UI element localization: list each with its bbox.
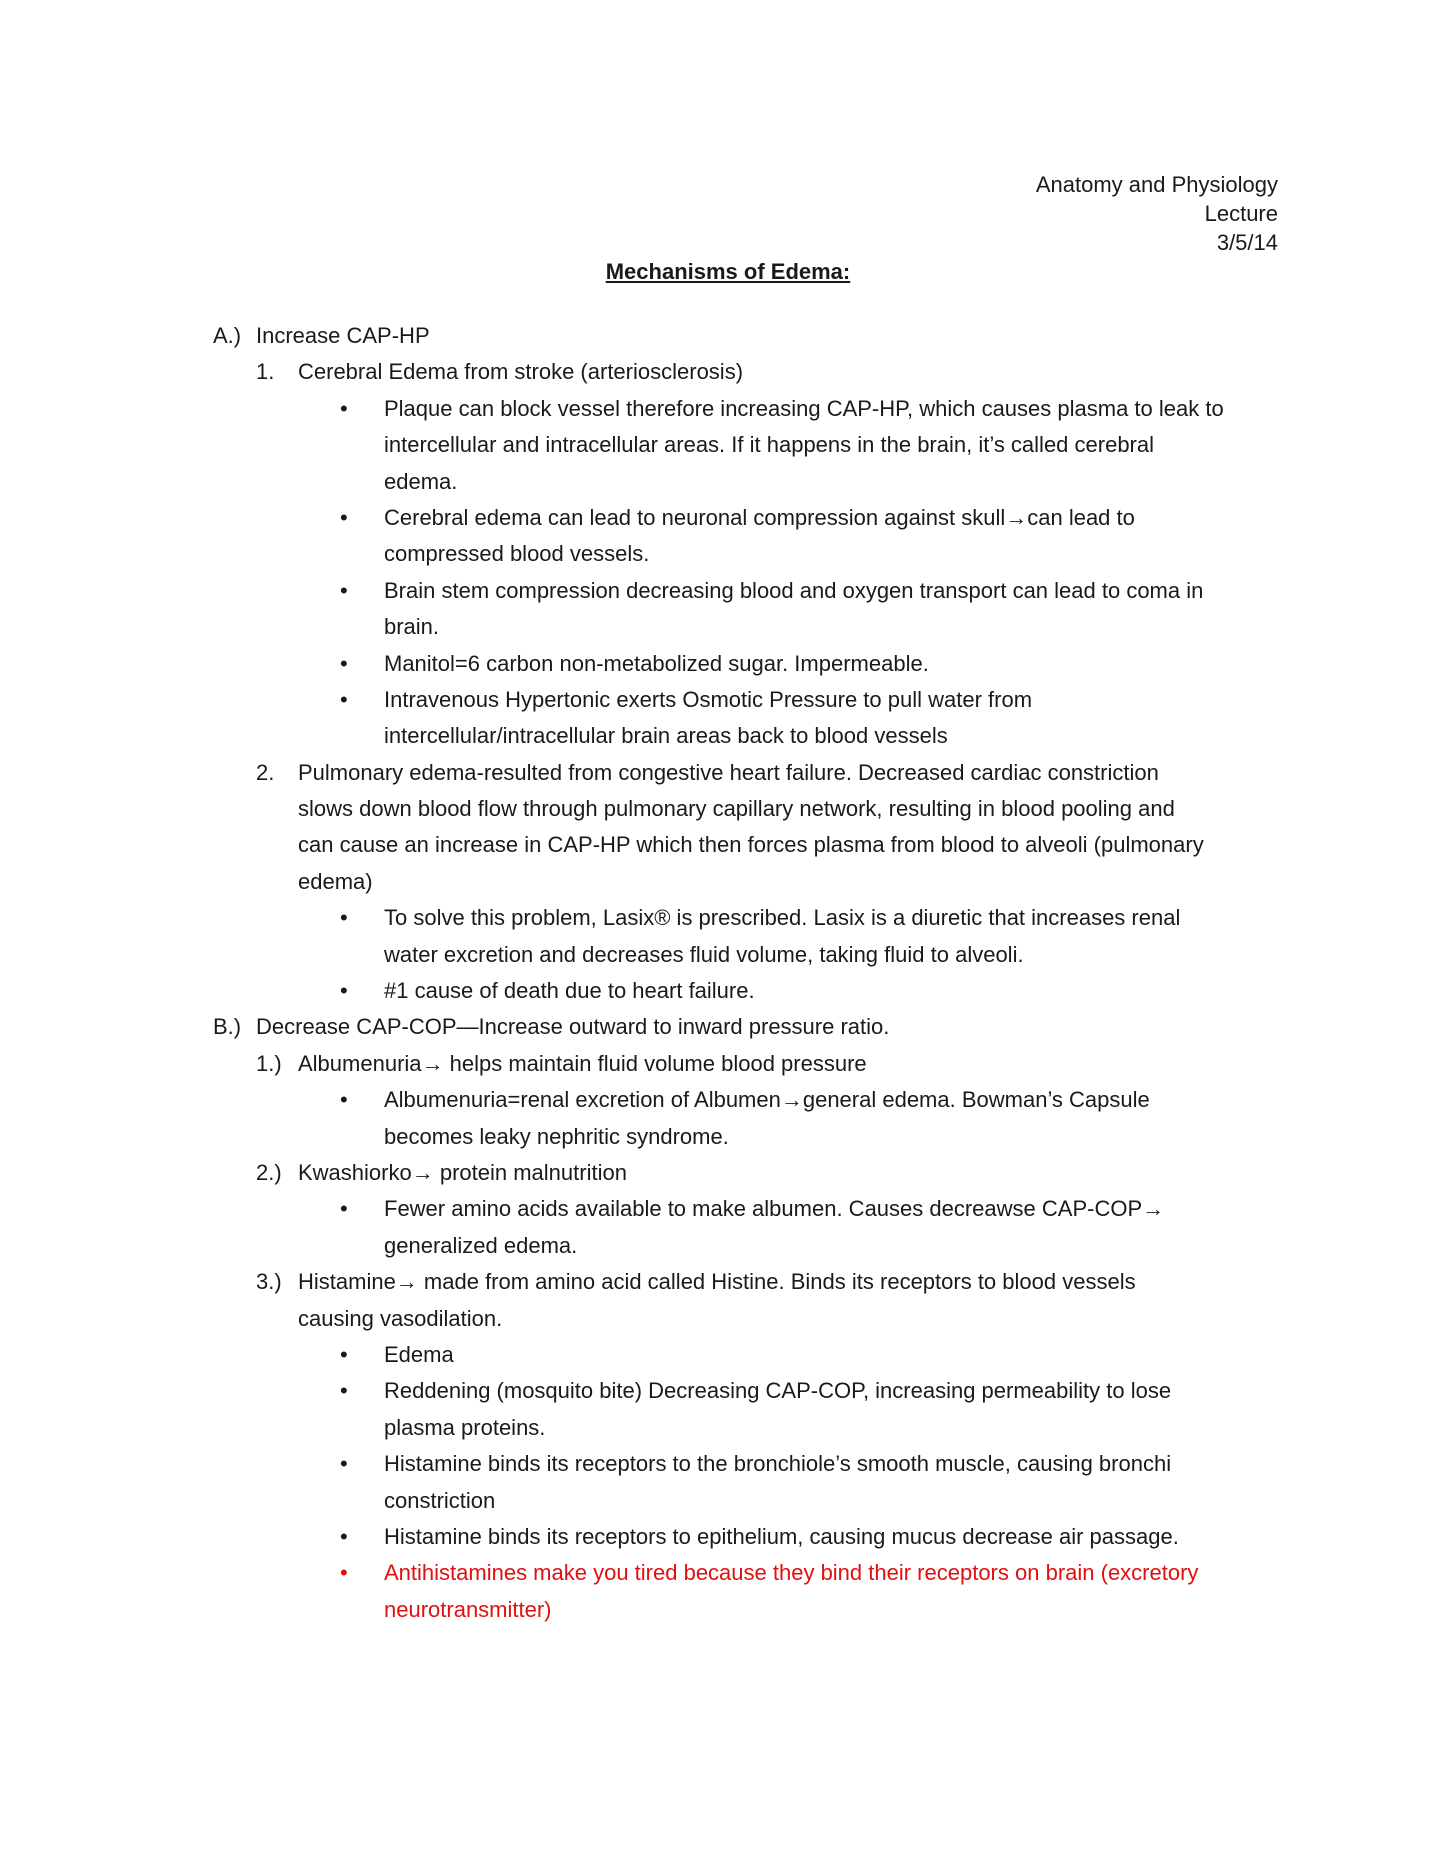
outline-line bbox=[0, 1155, 1456, 1191]
bullet-icon: • bbox=[340, 1378, 348, 1404]
outline-line bbox=[0, 1483, 1456, 1519]
bullet-icon: • bbox=[340, 1087, 348, 1113]
outline-line bbox=[0, 536, 1456, 572]
outline-line bbox=[0, 1046, 1456, 1082]
outline-line bbox=[0, 1555, 1456, 1591]
bullet-icon: • bbox=[340, 650, 348, 676]
outline-line bbox=[0, 1337, 1456, 1373]
outline-text: plasma proteins. bbox=[384, 1414, 546, 1440]
list-marker: 1.) bbox=[256, 1050, 282, 1076]
outline-line bbox=[0, 1592, 1456, 1628]
bullet-icon: • bbox=[340, 1523, 348, 1549]
bullet-icon: • bbox=[340, 395, 348, 421]
outline-line bbox=[0, 609, 1456, 645]
list-marker: A.) bbox=[213, 323, 242, 348]
outline-text: brain. bbox=[384, 614, 440, 640]
list-marker: 1. bbox=[256, 359, 275, 385]
outline-line bbox=[0, 973, 1456, 1009]
outline-text: generalized edema. bbox=[384, 1232, 578, 1258]
outline-line bbox=[0, 827, 1456, 863]
outline-text: Antihistamines make you tired because they bind their receptors on brain (excretory bbox=[384, 1560, 1199, 1586]
outline-text: Histamine binds its receptors to epithelium, causing mucus decrease air passage. bbox=[384, 1523, 1179, 1549]
outline-text: Increase CAP-HP bbox=[256, 323, 430, 348]
outline-text: Manitol=6 carbon non-metabolized sugar. Impermeable. bbox=[384, 650, 929, 676]
outline-text: neurotransmitter) bbox=[384, 1596, 552, 1622]
outline-text: intercellular and intracellular areas. If it happens in the brain, it’s called cerebral bbox=[384, 432, 1155, 458]
outline-line bbox=[0, 937, 1456, 973]
outline-text: edema. bbox=[384, 468, 458, 494]
bullet-icon: • bbox=[340, 905, 348, 931]
outline-line bbox=[0, 354, 1456, 390]
course-name: Anatomy and Physiology bbox=[1035, 172, 1278, 197]
outline-line bbox=[0, 1264, 1456, 1300]
outline-line bbox=[0, 1446, 1456, 1482]
outline-text: slows down blood flow through pulmonary capillary network, resulting in blood pooling and bbox=[298, 796, 1175, 822]
outline-line bbox=[0, 1228, 1456, 1264]
document-date: 3/5/14 bbox=[1216, 230, 1278, 255]
list-marker: 2. bbox=[256, 759, 275, 785]
outline-text: can cause an increase in CAP-HP which then forces plasma from blood to alveoli (pulmonary bbox=[298, 832, 1204, 858]
outline-text: Histamine→ made from amino acid called Histine. Binds its receptors to blood vessels bbox=[298, 1269, 1136, 1295]
outline-text: Brain stem compression decreasing blood and oxygen transport can lead to coma in bbox=[384, 577, 1204, 603]
outline-line bbox=[0, 1373, 1456, 1409]
outline-text: edema) bbox=[298, 868, 373, 894]
outline-text: Decrease CAP-COP—Increase outward to inward pressure ratio. bbox=[256, 1014, 890, 1040]
outline-line bbox=[0, 682, 1456, 718]
outline-line bbox=[0, 1410, 1456, 1446]
bullet-icon: • bbox=[340, 1560, 348, 1586]
outline-line bbox=[0, 900, 1456, 936]
bullet-icon: • bbox=[340, 1451, 348, 1477]
outline-body bbox=[0, 318, 1456, 1628]
outline-text: intercellular/intracellular brain areas back to blood vessels bbox=[384, 723, 948, 749]
outline-line bbox=[0, 1301, 1456, 1337]
outline-line bbox=[0, 1519, 1456, 1555]
document-type: Lecture bbox=[1204, 201, 1278, 226]
outline-line bbox=[0, 864, 1456, 900]
outline-line bbox=[0, 464, 1456, 500]
outline-text: compressed blood vessels. bbox=[384, 541, 650, 567]
outline-line bbox=[0, 573, 1456, 609]
bullet-icon: • bbox=[340, 1196, 348, 1222]
outline-line bbox=[0, 391, 1456, 427]
outline-text: Pulmonary edema-resulted from congestive heart failure. Decreased cardiac constriction bbox=[298, 759, 1159, 785]
outline-line bbox=[0, 318, 1456, 354]
outline-text: Plaque can block vessel therefore increasing CAP-HP, which causes plasma to leak to bbox=[384, 395, 1224, 421]
outline-text: Albumenuria=renal excretion of Albumen→general edema. Bowman’s Capsule bbox=[384, 1087, 1150, 1113]
outline-line bbox=[0, 427, 1456, 463]
outline-line bbox=[0, 1009, 1456, 1045]
list-marker: 2.) bbox=[256, 1159, 282, 1185]
outline-text: Fewer amino acids available to make albumen. Causes decreawse CAP-COP→ bbox=[384, 1196, 1165, 1222]
outline-line bbox=[0, 1082, 1456, 1118]
bullet-icon: • bbox=[340, 577, 348, 603]
outline-text: Cerebral Edema from stroke (arteriosclerosis) bbox=[298, 359, 744, 385]
bullet-icon: • bbox=[340, 686, 348, 712]
outline-text: #1 cause of death due to heart failure. bbox=[384, 978, 755, 1004]
outline-text: Albumenuria→ helps maintain fluid volume blood pressure bbox=[298, 1050, 867, 1076]
bullet-icon: • bbox=[340, 504, 348, 530]
outline-line bbox=[0, 791, 1456, 827]
list-marker: B.) bbox=[213, 1014, 242, 1040]
outline-line bbox=[0, 1191, 1456, 1227]
outline-text: Cerebral edema can lead to neuronal compression against skull→can lead to bbox=[384, 504, 1135, 530]
outline-text: To solve this problem, Lasix® is prescribed. Lasix is a diuretic that increases renal bbox=[384, 905, 1181, 931]
outline-line bbox=[0, 646, 1456, 682]
outline-line bbox=[0, 755, 1456, 791]
outline-text: becomes leaky nephritic syndrome. bbox=[384, 1123, 729, 1149]
list-marker: 3.) bbox=[256, 1269, 282, 1295]
document-header bbox=[1036, 170, 1278, 257]
outline-text: Histamine binds its receptors to the bronchiole’s smooth muscle, causing bronchi bbox=[384, 1451, 1172, 1477]
outline-line bbox=[0, 718, 1456, 754]
outline-line bbox=[0, 1119, 1456, 1155]
outline-line bbox=[0, 500, 1456, 536]
bullet-icon: • bbox=[340, 1341, 348, 1367]
outline-text: Kwashiorko→ protein malnutrition bbox=[298, 1159, 627, 1185]
bullet-icon: • bbox=[340, 978, 348, 1004]
outline-text: water excretion and decreases fluid volume, taking fluid to alveoli. bbox=[384, 941, 1024, 967]
outline-text: causing vasodilation. bbox=[298, 1305, 503, 1331]
outline-text: Edema bbox=[384, 1341, 454, 1367]
outline-text: Intravenous Hypertonic exerts Osmotic Pressure to pull water from bbox=[384, 686, 1033, 712]
outline-text: Reddening (mosquito bite) Decreasing CAP-COP, increasing permeability to lose bbox=[384, 1378, 1172, 1404]
outline-text: constriction bbox=[384, 1487, 496, 1513]
page-title: Mechanisms of Edema: bbox=[605, 259, 851, 284]
